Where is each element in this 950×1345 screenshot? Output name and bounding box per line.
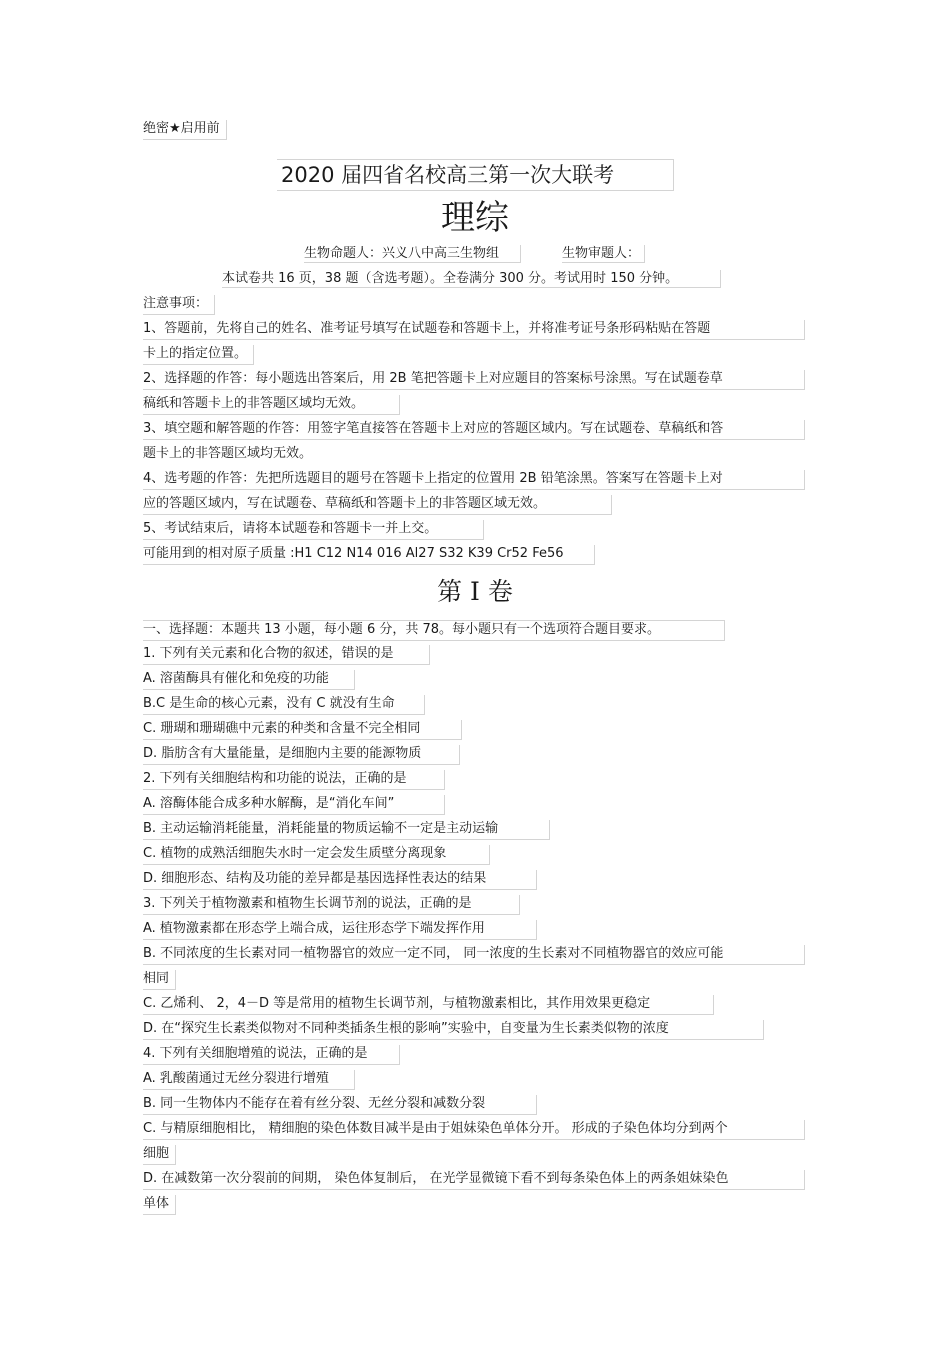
section-intro: 一、选择题：本题共 13 小题，每小题 6 分，共 78。每小题只有一个选项符合题目要求。	[143, 620, 725, 641]
question-4-option-d: D. 在减数第一次分裂前的间期， 染色体复制后， 在光学显微镜下看不到每条染色体上的两条姐妹染色	[143, 1170, 805, 1190]
exam-title: 2020 届四省名校高三第一次大联考	[277, 159, 674, 191]
note-4: 4、选考题的作答：先把所选题目的题号在答题卡上指定的位置用 2B 铅笔涂黑。答案写在答题卡上对	[143, 470, 805, 490]
confidential-label: 绝密★启用前	[143, 120, 227, 140]
question-3-option-a: A. 植物激素都在形态学上端合成，运往形态学下端发挥作用	[143, 920, 537, 940]
question-1: 1. 下列有关元素和化合物的叙述，错误的是	[143, 645, 430, 665]
note-1: 1、答题前，先将自己的姓名、准考证号填写在试题卷和答题卡上，并将准考证号条形码粘贴在答题	[143, 320, 805, 340]
question-2-option-d: D. 细胞形态、结构及功能的差异都是基因选择性表达的结果	[143, 870, 537, 890]
question-4-option-c: C. 与精原细胞相比， 精细胞的染色体数目减半是由于姐妹染色单体分开。 形成的子染色体均分到两个	[143, 1120, 805, 1140]
question-4-option-c-cont: 细胞	[143, 1145, 176, 1165]
note-4-cont: 应的答题区域内，写在试题卷、草稿纸和答题卡上的非答题区域无效。	[143, 495, 612, 515]
note-2: 2、选择题的作答：每小题选出答案后，用 2B 笔把答题卡上对应题目的答案标号涂黑。写在试题卷草	[143, 370, 805, 390]
note-3: 3、填空题和解答题的作答：用签字笔直接答在答题卡上对应的答题区域内。写在试题卷、草稿纸和答	[143, 420, 805, 440]
subject-title: 理综	[441, 198, 509, 238]
exam-info: 本试卷共 16 页，38 题（含选考题）。全卷满分 300 分。考试用时 150 分钟。	[222, 270, 721, 288]
question-4-option-b: B. 同一生物体内不能存在着有丝分裂、无丝分裂和减数分裂	[143, 1095, 537, 1115]
question-2-option-a: A. 溶酶体能合成多种水解酶，是“消化车间”	[143, 795, 445, 815]
question-3-option-b: B. 不同浓度的生长素对同一植物器官的效应一定不同， 同一浓度的生长素对不同植物器官的效应可能	[143, 945, 805, 965]
question-3-option-c: C. 乙烯利、 2，4－D 等是常用的植物生长调节剂，与植物激素相比，其作用效果更稳定	[143, 995, 714, 1015]
question-2-option-b: B. 主动运输消耗能量，消耗能量的物质运输不一定是主动运输	[143, 820, 550, 840]
note-5: 5、考试结束后，请将本试题卷和答题卡一并上交。	[143, 520, 484, 540]
question-3-option-b-cont: 相同	[143, 970, 176, 990]
question-3: 3. 下列关于植物激素和植物生长调节剂的说法，正确的是	[143, 895, 520, 915]
note-1-cont: 卡上的指定位置。	[143, 345, 254, 365]
part-1-title: 第 I 卷	[437, 577, 513, 606]
question-4-option-a: A. 乳酸菌通过无丝分裂进行增殖	[143, 1070, 355, 1090]
question-1-option-a: A. 溶菌酶具有催化和免疫的功能	[143, 670, 355, 690]
notes-heading: 注意事项：	[143, 295, 215, 315]
note-2-cont: 稿纸和答题卡上的非答题区域均无效。	[143, 395, 400, 415]
question-3-option-d: D. 在“探究生长素类似物对不同种类插条生根的影响”实验中，自变量为生长素类似物的浓度	[143, 1020, 764, 1040]
question-1-option-d: D. 脂肪含有大量能量，是细胞内主要的能源物质	[143, 745, 460, 765]
question-2: 2. 下列有关细胞结构和功能的说法，正确的是	[143, 770, 445, 790]
atomic-masses: 可能用到的相对原子质量 :H1 C12 N14 016 Al27 S32 K39 Cr52 Fe56	[143, 545, 595, 565]
note-3-cont: 题卡上的非答题区域均无效。	[143, 446, 313, 461]
question-1-option-c: C. 珊瑚和珊瑚礁中元素的种类和含量不完全相同	[143, 720, 462, 740]
question-1-option-b: B.C 是生命的核心元素，没有 C 就没有生命	[143, 695, 425, 715]
question-4-option-d-cont: 单体	[143, 1195, 176, 1215]
reviewer-line: 生物审题人：	[562, 245, 645, 263]
question-4: 4. 下列有关细胞增殖的说法，正确的是	[143, 1045, 400, 1065]
author-line: 生物命题人：兴义八中高三生物组	[304, 245, 521, 263]
question-2-option-c: C. 植物的成熟活细胞失水时一定会发生质壁分离现象	[143, 845, 490, 865]
